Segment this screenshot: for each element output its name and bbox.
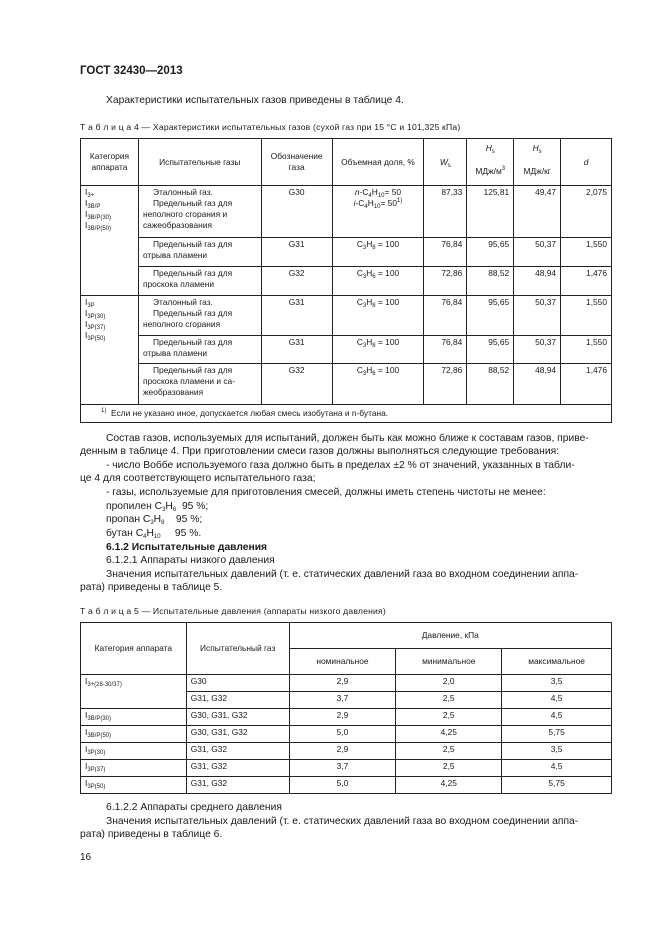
t5-row5-min: 2,5 [396,743,502,760]
t4-g1r1-volume: $n-C_4H_{10}= 50$ $i-C_4H_{10}= 50^{1)}$ [332,186,424,238]
t4-g1r1-hs: 49,47 [514,186,561,238]
t4-g2r1-volume: $C_3H_8 = 100$ [332,296,424,336]
t4-g2r2-volume: $C_3H_8 = 100$ [332,336,424,364]
t4-g1r3-hi: 88,52 [467,267,514,296]
t4-header-hi: $H_s$ МДж/$м^3$ [467,139,514,186]
t4-g2r2-d: 1,550 [561,336,612,364]
t4-g2r3-hs: 48,94 [514,364,561,405]
purity-propane: пропан $C_3H_8$ 95 %; [106,514,203,526]
t4-g2r1-designation: G31 [261,296,332,336]
t5-row3-gas: G30, G31, G32 [186,709,289,726]
t4-g1r1-w: 87,33 [424,186,467,238]
t5-header-gas: Испытательный газ [186,623,289,675]
t5-row4-gas: G30, G31, G32 [186,726,289,743]
t4-g1r3-hs: 48,94 [514,267,561,296]
t5-row7-category: $I_{3P(50)}$ [81,777,187,794]
t4-g1r3-gas: Предельный газ для проскока пламени [138,267,261,296]
paragraph-pressures-1: Значения испытательных давлений (т. е. статических давлений газа во входном соединении аппа- [106,569,579,580]
t5-header-max: максимальное [502,649,612,675]
t5-row6-nominal: 3,7 [289,760,396,777]
t4-group1-categories: $I_{3+}$ $I_{3B/P}$ $I_{3B/P(30)}$ $I_{3B/P(50)}$ [81,186,139,296]
t5-row5-nominal: 2,9 [289,743,396,760]
t4-g2r3-d: 1,476 [561,364,612,405]
paragraph-pressures-2: рата) приведены в таблице 5. [80,582,223,593]
t5-row5-category: $I_{3P(30)}$ [81,743,187,760]
paragraph-composition-1: Состав газов, используемых для испытаний, должен быть как можно ближе к составам газов, приве- [106,433,589,444]
t5-row4-min: 4,25 [396,726,502,743]
t4-g2r2-hi: 95,65 [467,336,514,364]
t4-header-designation: Обозначение газа [261,139,332,186]
paragraph-medium-pressure-2: рата) приведены в таблице 6. [80,829,223,840]
paragraph-wobbe-1: - число Воббе используемого газа должно быть в пределах ±2 % от значений, указанных в табли- [106,460,575,471]
t4-g1r2-d: 1,550 [561,238,612,267]
t5-row3-nominal: 2,9 [289,709,396,726]
t4-g1r3-w: 72,86 [424,267,467,296]
section-6-1-2-2-heading: 6.1.2.2 Аппараты среднего давления [106,802,282,813]
t4-g1r3-designation: G32 [261,267,332,296]
t4-g1r2-w: 76,84 [424,238,467,267]
t5-header-category: Категория аппарата [81,623,187,675]
table4-caption: Т а б л и ц а 4 — Характеристики испытательных газов (сухой газ при 15 °С и 101,325 кПа) [80,122,461,132]
paragraph-composition-2: денным в таблице 4. При приготовлении смеси газов должны выполняться следующие требования: [80,446,560,457]
t5-row4-category: $I_{3B/P(50)}$ [81,726,187,743]
t5-row1-max: 3,5 [502,675,612,692]
t4-header-volume: Объемная доля, % [332,139,424,186]
t5-row6-gas: G31, G32 [186,760,289,777]
t4-g1r2-designation: G31 [261,238,332,267]
t4-g1r2-volume: $C_3H_8 = 100$ [332,238,424,267]
t5-row7-nominal: 5,0 [289,777,396,794]
intro-paragraph: Характеристики испытательных газов приведены в таблице 4. [106,95,404,106]
paragraph-medium-pressure-1: Значения испытательных давлений (т. е. статических давлений газа во входном соединении аппа- [106,816,579,827]
t4-header-d: d [561,139,612,186]
t4-g2r2-hs: 50,37 [514,336,561,364]
purity-propylene: пропилен $C_3H_6$ 95 %; [106,501,209,513]
t5-row2-gas: G31, G32 [186,692,289,709]
t4-g2r3-volume: $C_3H_6 = 100$ [332,364,424,405]
t4-g1r1-hi: 125,81 [467,186,514,238]
t5-row1-nominal: 2,9 [289,675,396,692]
page-number: 16 [80,852,92,863]
t5-row2-min: 2,5 [396,692,502,709]
t4-footnote: $^{1)}$ Если не указано иное, допускается любая смесь изобутана и n-бутана. [81,405,612,423]
paragraph-purity: - газы, используемые для приготовления смесей, должны иметь степень чистоты не менее: [106,487,546,498]
t4-g2r3-hi: 88,52 [467,364,514,405]
t5-row6-category: $I_{3P(37)}$ [81,760,187,777]
t5-row3-min: 2,5 [396,709,502,726]
t5-row4-nominal: 5,0 [289,726,396,743]
table4 [80,138,612,423]
t4-g2r1-hi: 95,65 [467,296,514,336]
t4-g2r2-gas: Предельный газ для отрыва пламени [138,336,261,364]
table5 [80,622,612,794]
t4-g2r1-d: 1,550 [561,296,612,336]
t5-row3-max: 4,5 [502,709,612,726]
t4-header-gases: Испытательные газы [138,139,261,186]
t5-row2-nominal: 3,7 [289,692,396,709]
purity-butane: бутан $C_4H_{10}$ 95 %. [106,528,202,540]
t4-g2r3-w: 72,86 [424,364,467,405]
t4-g1r1-designation: G30 [261,186,332,238]
t5-row1-category: $I_{3+(28-30/37)}$ [81,675,187,709]
t4-g1r3-d: 1,476 [561,267,612,296]
t4-g1r1-gas: Эталонный газ. Предельный газ для неполного сгорания и сажеобразования [138,186,261,238]
t5-row5-max: 3,5 [502,743,612,760]
t5-header-min: минимальное [396,649,502,675]
t5-row7-max: 5,75 [502,777,612,794]
t4-g1r2-hi: 95,65 [467,238,514,267]
t5-row5-gas: G31, G32 [186,743,289,760]
t4-g1r2-hs: 50,37 [514,238,561,267]
t5-row7-min: 4,25 [396,777,502,794]
t5-header-pressure: Давление, кПа [289,623,611,649]
t4-header-category: Категория аппарата [81,139,139,186]
t5-row1-gas: G30 [186,675,289,692]
t5-row3-category: $I_{3B/P(30)}$ [81,709,187,726]
t5-row6-max: 4,5 [502,760,612,777]
section-6-1-2-1-heading: 6.1.2.1 Аппараты низкого давления [106,555,275,566]
document-header: ГОСТ 32430—2013 [80,65,183,77]
table5-caption: Т а б л и ц а 5 — Испытательные давления (аппараты низкого давления) [80,606,386,616]
t5-row7-gas: G31, G32 [186,777,289,794]
t4-g2r3-gas: Предельный газ для проскока пламени и са- жеобразования [138,364,261,405]
t4-g1r1-d: 2,075 [561,186,612,238]
t5-row2-max: 4,5 [502,692,612,709]
t4-g2r1-gas: Эталонный газ. Предельный газ для неполного сгорания [138,296,261,336]
t4-g2r3-designation: G32 [261,364,332,405]
t4-header-hs: $H_s$ МДж/кг [514,139,561,186]
t4-g1r2-gas: Предельный газ для отрыва пламени [138,238,261,267]
t5-row1-min: 2,0 [396,675,502,692]
t4-g2r2-designation: G31 [261,336,332,364]
t4-g2r1-w: 76,84 [424,296,467,336]
t4-header-w: $W_s$ [424,139,467,186]
t4-g2r1-hs: 50,37 [514,296,561,336]
t5-row6-min: 2,5 [396,760,502,777]
t5-header-nominal: номинальное [289,649,396,675]
t4-group2-categories: $I_{3P}$ $I_{3P(30)}$ $I_{3P(37)}$ $I_{3P(50)}$ [81,296,139,405]
t4-g2r2-w: 76,84 [424,336,467,364]
t5-row4-max: 5,75 [502,726,612,743]
section-6-1-2-heading: 6.1.2 Испытательные давления [106,542,268,553]
t4-g1r3-volume: $C_3H_6 = 100$ [332,267,424,296]
paragraph-wobbe-2: це 4 для соответствующего испытательного газа; [80,473,316,484]
